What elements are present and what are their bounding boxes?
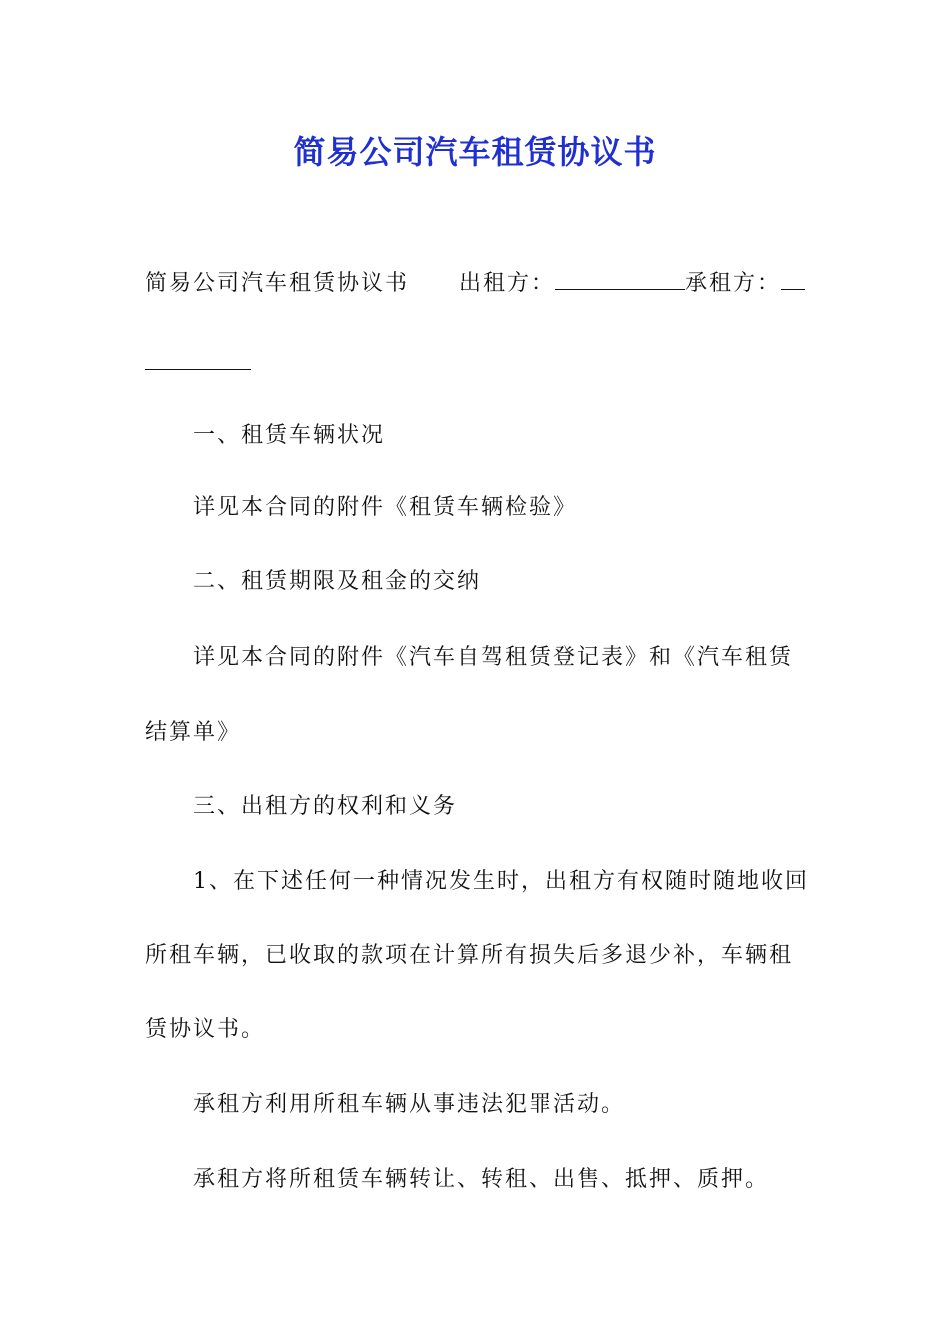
section-2-heading: 二、租赁期限及租金的交纳 bbox=[193, 569, 482, 594]
lessee-blank-continued bbox=[145, 348, 251, 380]
section-2-body-line2: 结算单》 bbox=[145, 720, 242, 745]
section-2-body-line1: 详见本合同的附件《汽车自驾租赁登记表》和《汽车租赁 bbox=[193, 645, 794, 670]
lessee-label: 承租方： bbox=[685, 271, 782, 296]
section-3-item1-line2: 所租车辆，已收取的款项在计算所有损失后多退少补，车辆租 bbox=[145, 943, 794, 968]
section-3-case1: 承租方利用所租车辆从事违法犯罪活动。 bbox=[193, 1092, 626, 1117]
lessor-blank bbox=[555, 269, 685, 290]
header-doc-name: 简易公司汽车租赁协议书 bbox=[145, 271, 410, 296]
lessee-blank-line2 bbox=[145, 349, 251, 370]
header-line bbox=[145, 268, 805, 300]
section-1-heading: 一、租赁车辆状况 bbox=[193, 423, 386, 448]
section-1-body: 详见本合同的附件《租赁车辆检验》 bbox=[193, 495, 578, 520]
section-3-item1-line1: 1、在下述任何一种情况发生时，出租方有权随时随地收回 bbox=[193, 869, 809, 894]
section-3-case2: 承租方将所租赁车辆转让、转租、出售、抵押、质押。 bbox=[193, 1167, 770, 1192]
section-3-heading: 三、出租方的权利和义务 bbox=[193, 794, 458, 819]
lessee-blank bbox=[781, 269, 805, 290]
section-3-item1-line3: 赁协议书。 bbox=[145, 1017, 266, 1042]
lessor-label: 出租方： bbox=[459, 271, 556, 296]
document-title: 简易公司汽车租赁协议书 bbox=[293, 133, 657, 171]
